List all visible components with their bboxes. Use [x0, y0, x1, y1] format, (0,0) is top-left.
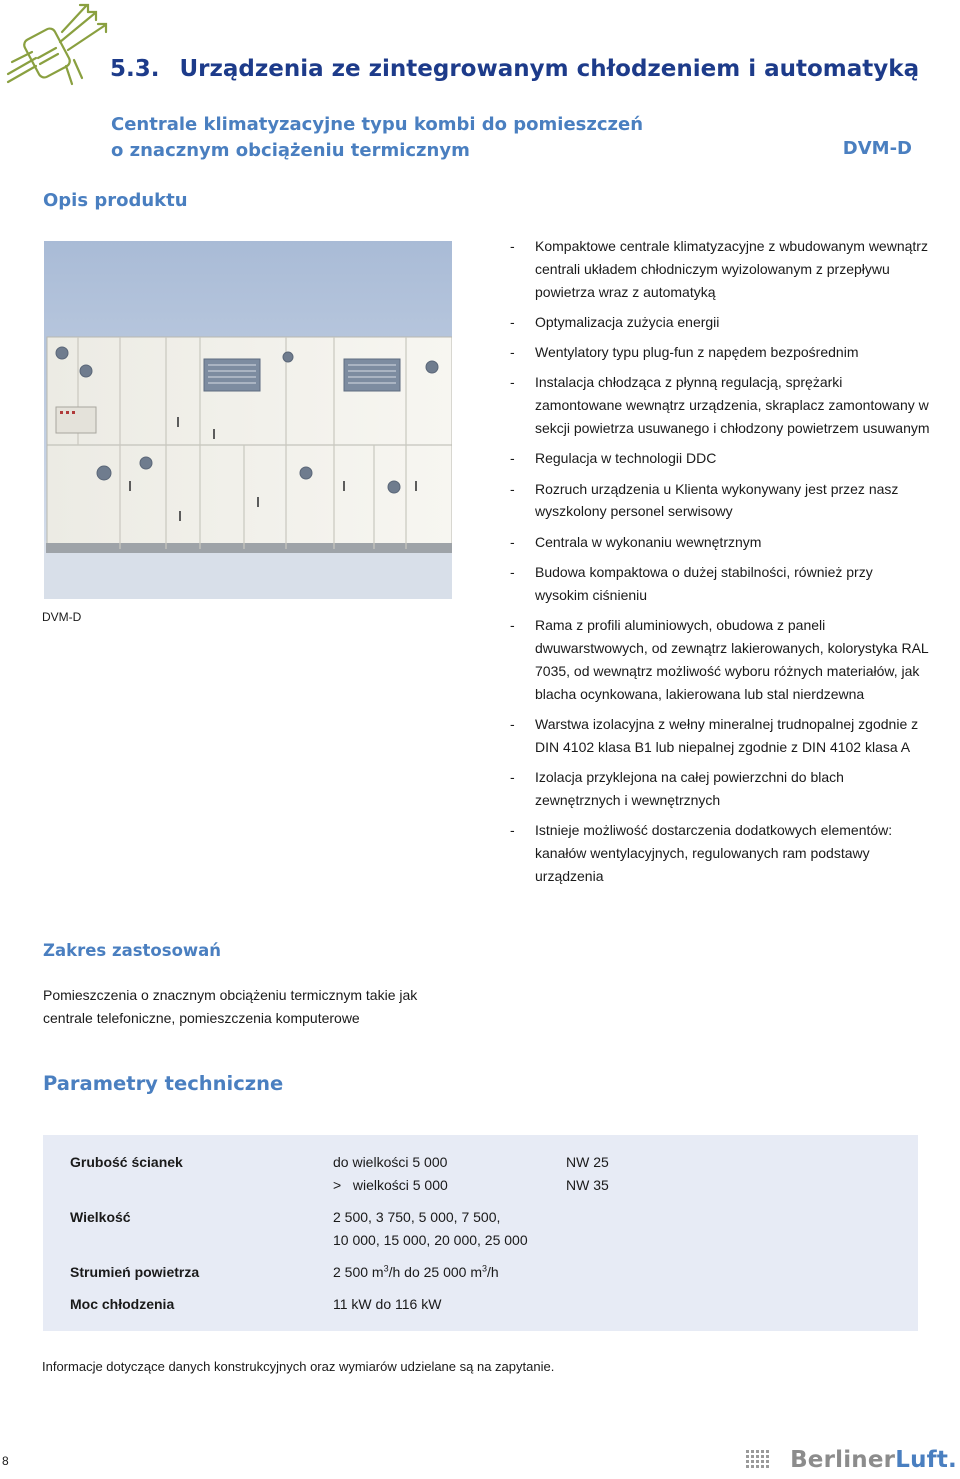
product-photo	[44, 241, 452, 599]
subtitle-line-1: Centrale klimatyzacyjne typu kombi do pomieszczeń	[111, 114, 644, 135]
param-row-wall-thickness	[70, 1151, 770, 1197]
section-number: 5.3.	[110, 56, 160, 82]
param-value: NW 35	[566, 1176, 609, 1193]
feature-item: - Warstwa izolacyjna z wełny mineralnej trudnopalnej zgodnie z DIN 4102 klasa B1 lub niepalnej zgodnie z DIN 4102 klasa A	[510, 715, 919, 755]
param-condition: > wielkości 5 000	[333, 1176, 448, 1193]
param-value: 2 500, 3 750, 5 000, 7 500,	[333, 1209, 501, 1225]
application-text: Pomieszczenia o znacznym obciążeniu termicznym takie jak centrale telefoniczne, pomieszczenia komputerowe	[43, 987, 418, 1026]
feature-item: - Budowa kompaktowa o dużej stabilności, również przy wysokim ciśnieniu	[510, 564, 873, 603]
section-title-text: Urządzenia ze zintegrowanym chłodzeniem i automatyką	[179, 56, 920, 82]
product-subtitle	[111, 112, 643, 164]
brand-grid-icon	[746, 1448, 770, 1472]
section-logo-icon	[2, 2, 114, 90]
param-value: 10 000, 15 000, 20 000, 25 000	[333, 1231, 528, 1248]
param-value: 2 500 $m^3/h$ do 25 000 $m^3/h$	[333, 1263, 499, 1280]
image-caption: DVM-D	[42, 610, 82, 624]
brand-logo	[746, 1446, 957, 1474]
feature-item: - Kompaktowe centrale klimatyzacyjne z wbudowanym wewnątrz centrali układem chłodniczym wyizolowanym z przepływu powietrza wraz z automatyką	[510, 238, 928, 300]
subtitle-line-2: o znacznym obciążeniu termicznym	[111, 140, 470, 161]
brand-name: BerlinerLuft.	[790, 1447, 957, 1473]
param-label: Moc chłodzenia	[70, 1296, 175, 1312]
param-row-cooling	[70, 1293, 770, 1316]
application-heading: Zakres zastosowań	[43, 941, 222, 960]
feature-item: - Instalacja chłodząca z płynną regulacją, sprężarki zamontowane wewnątrz urządzenia, skraplacz zamontowany w sekcji powietrza usuwanego i chłodzony powietrzem usuwanym	[510, 374, 930, 437]
features-list	[510, 235, 930, 895]
feature-item: - Izolacja przyklejona na całej powierzchni do blach zewnętrznych i wewnętrznych	[510, 768, 844, 808]
section-title	[110, 56, 919, 82]
feature-item: - Optymalizacja zużycia energii	[510, 313, 720, 330]
param-label: Wielkość	[70, 1209, 131, 1225]
page-number: 8	[2, 1454, 9, 1468]
feature-item: - Regulacja w technologii DDC	[510, 450, 717, 467]
feature-item: - Rama z profili aluminiowych, obudowa z paneli dwuwarstwowych, od zewnątrz lakierowanych, kolorystyka RAL 7035, od wewnątrz możliwość wyboru różnych materiałów, jak blacha ocynkowana, lakierowana lub stal nierdzewna	[510, 617, 929, 702]
footnote: Informacje dotyczące danych konstrukcyjnych oraz wymiarów udzielane są na zapytanie.	[42, 1359, 555, 1374]
param-row-airflow	[70, 1261, 770, 1284]
feature-item: - Wentylatory typu plug-fun z napędem bezpośrednim	[510, 344, 859, 361]
feature-item: - Centrala w wykonaniu wewnętrznym	[510, 533, 762, 550]
param-value: 11 kW do 116 kW	[333, 1296, 442, 1312]
param-row-size	[70, 1206, 770, 1252]
param-value: NW 25	[566, 1154, 609, 1170]
parameters-heading: Parametry techniczne	[43, 1072, 284, 1095]
parameters-table	[43, 1135, 918, 1331]
param-label: Strumień powietrza	[70, 1264, 200, 1280]
description-heading: Opis produktu	[43, 190, 188, 211]
product-code: DVM-D	[842, 138, 912, 159]
feature-item: - Rozruch urządzenia u Klienta wykonywany jest przez nasz wyszkolony personel serwisowy	[510, 480, 899, 520]
param-condition: do wielkości 5 000	[333, 1154, 448, 1170]
param-label: Grubość ścianek	[70, 1154, 183, 1170]
feature-item: - Istnieje możliwość dostarczenia dodatkowych elementów: kanałów wentylacyjnych, regulowanych ram podstawy urządzenia	[510, 822, 893, 884]
